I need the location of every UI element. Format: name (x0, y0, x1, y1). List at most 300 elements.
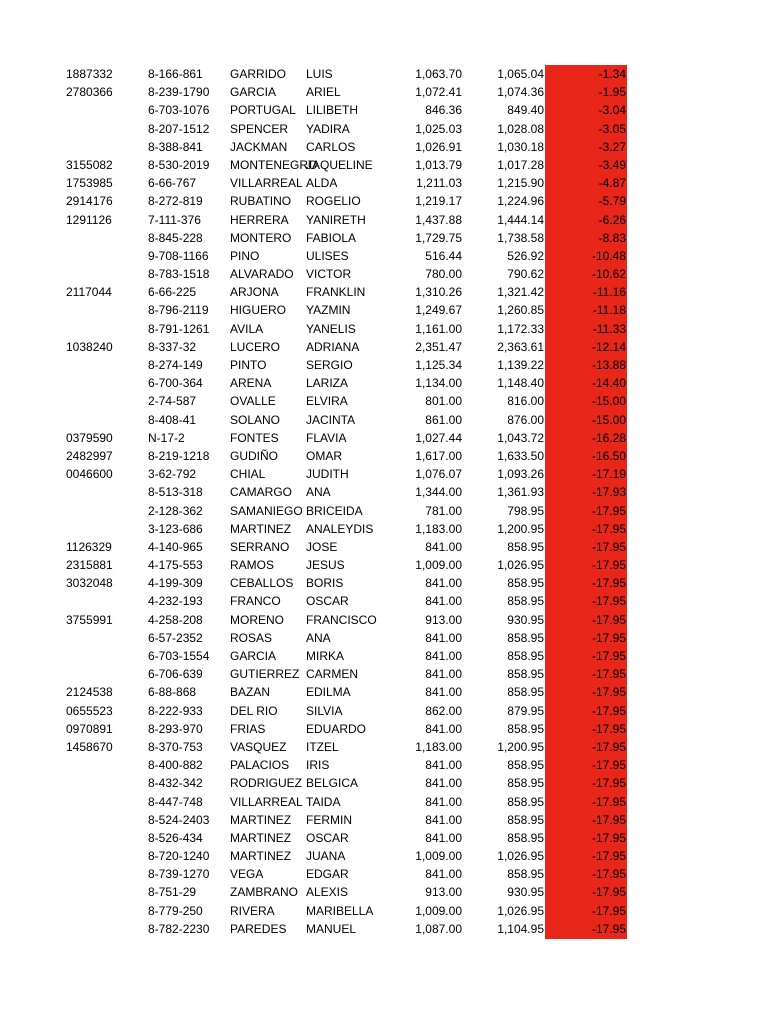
difference-cell[interactable]: -16.50 (591, 448, 626, 463)
first-name-cell[interactable]: MIRKA (306, 649, 345, 663)
cedula-cell[interactable]: 8-293-970 (148, 721, 203, 736)
cedula-cell[interactable]: 6-88-868 (148, 685, 197, 700)
last-name-cell[interactable]: PAREDES (230, 921, 287, 936)
difference-cell[interactable]: -8.83 (598, 230, 626, 245)
difference-cell[interactable]: -6.26 (598, 212, 626, 227)
amount-b-cell[interactable]: 858.95 (507, 867, 544, 882)
last-name-cell[interactable]: GARCIA (230, 85, 277, 100)
amount-a-cell[interactable]: 1,009.00 (415, 558, 462, 573)
amount-a-cell[interactable]: 1,025.03 (415, 121, 462, 136)
amount-b-cell[interactable]: 1,030.18 (497, 139, 544, 154)
difference-cell[interactable]: -17.95 (591, 649, 626, 663)
difference-cell[interactable]: -17.95 (591, 776, 626, 791)
difference-cell[interactable]: -11.33 (592, 321, 626, 336)
difference-cell[interactable]: -17.95 (591, 703, 626, 718)
first-name-cell[interactable]: CARMEN (306, 667, 359, 682)
first-name-cell[interactable]: VICTOR (306, 267, 352, 282)
difference-cell[interactable]: -17.95 (591, 903, 626, 918)
amount-b-cell[interactable]: 1,148.40 (497, 376, 544, 391)
last-name-cell[interactable]: PINO (230, 248, 260, 263)
difference-cell[interactable]: -17.95 (591, 630, 626, 645)
first-name-cell[interactable]: ANA (306, 630, 331, 645)
first-name-cell[interactable]: FABIOLA (306, 230, 357, 245)
difference-cell[interactable]: -17.95 (591, 830, 626, 845)
difference-cell[interactable]: -17.95 (591, 721, 626, 736)
amount-a-cell[interactable]: 2,351.47 (415, 339, 462, 354)
cedula-cell[interactable]: 8-791-1261 (148, 321, 210, 336)
first-name-cell[interactable]: ANALEYDIS (306, 521, 374, 536)
first-name-cell[interactable]: FLAVIA (306, 430, 347, 445)
amount-b-cell[interactable]: 1,224.96 (497, 194, 544, 209)
amount-b-cell[interactable]: 930.95 (507, 612, 544, 627)
amount-a-cell[interactable]: 1,310.26 (415, 285, 462, 300)
difference-cell[interactable]: -17.19 (591, 467, 626, 482)
first-name-cell[interactable]: MARIBELLA (306, 903, 374, 918)
first-name-cell[interactable]: BORIS (306, 576, 344, 591)
first-name-cell[interactable]: ROGELIO (306, 194, 361, 209)
last-name-cell[interactable]: GUTIERREZ (230, 667, 300, 682)
last-name-cell[interactable]: PALACIOS (230, 758, 290, 773)
difference-cell[interactable]: -13.88 (591, 358, 626, 372)
amount-b-cell[interactable]: 1,321.42 (497, 285, 544, 300)
difference-cell[interactable]: -17.95 (591, 521, 626, 536)
amount-a-cell[interactable]: 1,183.00 (415, 739, 462, 754)
first-name-cell[interactable]: TAIDA (306, 794, 341, 809)
first-name-cell[interactable]: FRANCISCO (306, 612, 377, 627)
amount-a-cell[interactable]: 841.00 (425, 576, 462, 591)
difference-cell[interactable]: -11.18 (592, 303, 626, 318)
cedula-cell[interactable]: 6-66-767 (148, 176, 197, 191)
amount-b-cell[interactable]: 1,738.58 (497, 230, 544, 245)
last-name-cell[interactable]: SOLANO (230, 412, 281, 427)
employee-id-cell[interactable]: 0655523 (66, 703, 113, 718)
last-name-cell[interactable]: JACKMAN (230, 139, 288, 154)
cedula-cell[interactable]: 8-845-228 (148, 230, 203, 245)
amount-b-cell[interactable]: 526.92 (507, 248, 544, 263)
difference-cell[interactable]: -3.49 (598, 157, 626, 172)
difference-cell[interactable]: -1.95 (598, 85, 626, 100)
cedula-cell[interactable]: 8-207-1512 (148, 121, 210, 136)
difference-cell[interactable]: -17.95 (591, 758, 626, 773)
amount-a-cell[interactable]: 841.00 (425, 758, 462, 773)
cedula-cell[interactable]: 8-337-32 (148, 339, 197, 354)
first-name-cell[interactable]: YANELIS (306, 321, 356, 336)
amount-a-cell[interactable]: 841.00 (425, 776, 462, 791)
cedula-cell[interactable]: 8-526-434 (148, 830, 203, 845)
first-name-cell[interactable]: IRIS (306, 758, 330, 773)
employee-id-cell[interactable]: 2482997 (66, 448, 113, 463)
last-name-cell[interactable]: CAMARGO (230, 485, 293, 500)
amount-a-cell[interactable]: 801.00 (425, 394, 462, 409)
amount-b-cell[interactable]: 1,026.95 (497, 903, 544, 918)
amount-b-cell[interactable]: 1,139.22 (497, 358, 544, 372)
last-name-cell[interactable]: GUDIÑO (230, 448, 278, 463)
difference-cell[interactable]: -17.95 (591, 812, 626, 827)
cedula-cell[interactable]: 4-140-965 (148, 539, 203, 554)
employee-id-cell[interactable]: 1291126 (66, 212, 112, 227)
first-name-cell[interactable]: ARIEL (306, 85, 341, 100)
amount-a-cell[interactable]: 1,161.00 (415, 321, 462, 336)
difference-cell[interactable]: -10.48 (591, 248, 626, 263)
amount-b-cell[interactable]: 858.95 (507, 758, 544, 773)
first-name-cell[interactable]: OSCAR (306, 830, 349, 845)
cedula-cell[interactable]: 8-222-933 (148, 703, 203, 718)
amount-b-cell[interactable]: 1,093.26 (497, 467, 544, 482)
last-name-cell[interactable]: VEGA (230, 867, 264, 882)
last-name-cell[interactable]: MORENO (230, 612, 284, 627)
employee-id-cell[interactable]: 1753985 (66, 176, 113, 191)
first-name-cell[interactable]: LUIS (306, 67, 333, 81)
amount-b-cell[interactable]: 1,104.95 (497, 921, 544, 936)
amount-b-cell[interactable]: 858.95 (507, 794, 544, 809)
cedula-cell[interactable]: 8-720-1240 (148, 849, 210, 864)
difference-cell[interactable]: -17.95 (591, 885, 626, 900)
difference-cell[interactable]: -17.95 (591, 594, 626, 609)
amount-a-cell[interactable]: 913.00 (425, 885, 462, 900)
cedula-cell[interactable]: 8-782-2230 (148, 921, 210, 936)
difference-cell[interactable]: -15.00 (591, 412, 626, 427)
first-name-cell[interactable]: YANIRETH (306, 212, 366, 227)
difference-cell[interactable]: -15.00 (591, 394, 626, 409)
last-name-cell[interactable]: HERRERA (230, 212, 289, 227)
employee-id-cell[interactable]: 3032048 (66, 576, 113, 591)
first-name-cell[interactable]: ELVIRA (306, 394, 348, 409)
first-name-cell[interactable]: OMAR (306, 448, 342, 463)
amount-b-cell[interactable]: 2,363.61 (497, 339, 544, 354)
cedula-cell[interactable]: 6-66-225 (148, 285, 197, 300)
difference-cell[interactable]: -4.87 (598, 176, 626, 191)
cedula-cell[interactable]: 6-700-364 (148, 376, 203, 391)
cedula-cell[interactable]: 8-239-1790 (148, 85, 210, 100)
first-name-cell[interactable]: FRANKLIN (306, 285, 366, 300)
amount-a-cell[interactable]: 846.36 (425, 103, 462, 118)
difference-cell[interactable]: -17.95 (591, 794, 626, 809)
cedula-cell[interactable]: 8-272-819 (148, 194, 203, 209)
amount-b-cell[interactable]: 858.95 (507, 830, 544, 845)
amount-b-cell[interactable]: 1,026.95 (497, 558, 544, 573)
cedula-cell[interactable]: N-17-2 (148, 430, 185, 445)
difference-cell[interactable]: -17.95 (591, 576, 626, 591)
difference-cell[interactable]: -17.95 (591, 558, 626, 573)
cedula-cell[interactable]: 4-175-553 (148, 558, 203, 573)
amount-a-cell[interactable]: 1,013.79 (415, 157, 462, 172)
cedula-cell[interactable]: 8-751-29 (148, 885, 197, 900)
difference-cell[interactable]: -17.95 (591, 921, 626, 936)
amount-a-cell[interactable]: 1,026.91 (415, 139, 462, 154)
employee-id-cell[interactable]: 3755991 (66, 612, 113, 627)
amount-a-cell[interactable]: 1,729.75 (415, 230, 462, 245)
last-name-cell[interactable]: MARTINEZ (230, 830, 292, 845)
cedula-cell[interactable]: 4-258-208 (148, 612, 203, 627)
last-name-cell[interactable]: PINTO (230, 358, 267, 372)
first-name-cell[interactable]: JOSE (306, 539, 338, 554)
first-name-cell[interactable]: EDUARDO (306, 721, 367, 736)
cedula-cell[interactable]: 8-447-748 (148, 794, 203, 809)
amount-a-cell[interactable]: 861.00 (425, 412, 462, 427)
last-name-cell[interactable]: MONTENEGRO (230, 157, 318, 172)
last-name-cell[interactable]: HIGUERO (230, 303, 287, 318)
amount-b-cell[interactable]: 849.40 (507, 103, 544, 118)
amount-a-cell[interactable]: 841.00 (425, 794, 462, 809)
difference-cell[interactable]: -17.95 (591, 612, 626, 627)
amount-b-cell[interactable]: 1,026.95 (497, 849, 544, 864)
cedula-cell[interactable]: 8-796-2119 (148, 303, 209, 318)
first-name-cell[interactable]: OSCAR (306, 594, 349, 609)
first-name-cell[interactable]: ALDA (306, 176, 338, 191)
cedula-cell[interactable]: 8-166-861 (148, 67, 203, 81)
amount-b-cell[interactable]: 858.95 (507, 812, 544, 827)
amount-a-cell[interactable]: 1,087.00 (415, 921, 462, 936)
amount-a-cell[interactable]: 1,072.41 (415, 85, 462, 100)
amount-a-cell[interactable]: 841.00 (425, 594, 462, 609)
cedula-cell[interactable]: 4-232-193 (148, 594, 203, 609)
amount-b-cell[interactable]: 1,260.85 (497, 303, 544, 318)
first-name-cell[interactable]: EDILMA (306, 685, 351, 700)
first-name-cell[interactable]: BRICEIDA (306, 503, 363, 518)
amount-b-cell[interactable]: 816.00 (507, 394, 544, 409)
first-name-cell[interactable]: YADIRA (306, 121, 350, 136)
employee-id-cell[interactable]: 2914176 (66, 194, 113, 209)
amount-a-cell[interactable]: 1,344.00 (415, 485, 462, 500)
amount-b-cell[interactable]: 858.95 (507, 721, 544, 736)
first-name-cell[interactable]: ANA (306, 485, 331, 500)
first-name-cell[interactable]: BELGICA (306, 776, 359, 791)
amount-a-cell[interactable]: 1,437.88 (415, 212, 462, 227)
cedula-cell[interactable]: 6-706-639 (148, 667, 203, 682)
cedula-cell[interactable]: 9-708-1166 (148, 248, 209, 263)
difference-cell[interactable]: -1.34 (598, 67, 626, 81)
cedula-cell[interactable]: 6-57-2352 (148, 630, 203, 645)
employee-id-cell[interactable]: 1126329 (66, 539, 112, 554)
amount-a-cell[interactable]: 1,249.67 (415, 303, 462, 318)
last-name-cell[interactable]: GARCIA (230, 649, 277, 663)
employee-id-cell[interactable]: 2780366 (66, 85, 113, 100)
amount-b-cell[interactable]: 858.95 (507, 630, 544, 645)
last-name-cell[interactable]: MARTINEZ (230, 849, 292, 864)
amount-b-cell[interactable]: 858.95 (507, 539, 544, 554)
difference-cell[interactable]: -5.79 (598, 194, 626, 209)
first-name-cell[interactable]: ADRIANA (306, 339, 360, 354)
cedula-cell[interactable]: 8-783-1518 (148, 267, 210, 282)
amount-a-cell[interactable]: 913.00 (425, 612, 462, 627)
first-name-cell[interactable]: SILVIA (306, 703, 343, 718)
last-name-cell[interactable]: RAMOS (230, 558, 275, 573)
last-name-cell[interactable]: MONTERO (230, 230, 292, 245)
amount-b-cell[interactable]: 790.62 (507, 267, 544, 282)
last-name-cell[interactable]: SPENCER (230, 121, 289, 136)
last-name-cell[interactable]: LUCERO (230, 339, 281, 354)
employee-id-cell[interactable]: 0379590 (66, 430, 113, 445)
amount-b-cell[interactable]: 1,215.90 (497, 176, 544, 191)
cedula-cell[interactable]: 8-370-753 (148, 739, 203, 754)
first-name-cell[interactable]: MANUEL (306, 921, 357, 936)
amount-a-cell[interactable]: 841.00 (425, 667, 462, 682)
difference-cell[interactable]: -3.05 (598, 121, 626, 136)
amount-a-cell[interactable]: 1,009.00 (415, 849, 462, 864)
last-name-cell[interactable]: ALVARADO (230, 267, 294, 282)
cedula-cell[interactable]: 8-779-250 (148, 903, 203, 918)
first-name-cell[interactable]: ALEXIS (306, 885, 349, 900)
last-name-cell[interactable]: FONTES (230, 430, 279, 445)
difference-cell[interactable]: -17.95 (591, 849, 626, 864)
cedula-cell[interactable]: 8-513-318 (148, 485, 203, 500)
difference-cell[interactable]: -17.95 (591, 685, 626, 700)
first-name-cell[interactable]: JACINTA (306, 412, 356, 427)
amount-a-cell[interactable]: 841.00 (425, 649, 462, 663)
difference-cell[interactable]: -17.95 (591, 867, 626, 882)
last-name-cell[interactable]: ARJONA (230, 285, 279, 300)
difference-cell[interactable]: -17.95 (591, 739, 626, 754)
amount-b-cell[interactable]: 858.95 (507, 576, 544, 591)
first-name-cell[interactable]: FERMIN (306, 812, 352, 827)
first-name-cell[interactable]: LARIZA (306, 376, 349, 391)
last-name-cell[interactable]: VILLARREAL (230, 794, 303, 809)
difference-cell[interactable]: -14.40 (591, 376, 626, 391)
amount-b-cell[interactable]: 858.95 (507, 667, 544, 682)
amount-a-cell[interactable]: 1,009.00 (415, 903, 462, 918)
cedula-cell[interactable]: 8-739-1270 (148, 867, 210, 882)
last-name-cell[interactable]: OVALLE (230, 394, 276, 409)
last-name-cell[interactable]: ROSAS (230, 630, 273, 645)
last-name-cell[interactable]: VASQUEZ (230, 739, 287, 754)
amount-a-cell[interactable]: 516.44 (425, 248, 462, 263)
last-name-cell[interactable]: GARRIDO (230, 67, 287, 81)
cedula-cell[interactable]: 2-128-362 (148, 503, 203, 518)
amount-a-cell[interactable]: 841.00 (425, 721, 462, 736)
first-name-cell[interactable]: JESUS (306, 558, 345, 573)
difference-cell[interactable]: -17.95 (591, 503, 626, 518)
difference-cell[interactable]: -17.95 (591, 539, 626, 554)
amount-b-cell[interactable]: 858.95 (507, 776, 544, 791)
amount-b-cell[interactable]: 1,028.08 (497, 121, 544, 136)
difference-cell[interactable]: -12.14 (591, 339, 626, 354)
cedula-cell[interactable]: 3-62-792 (148, 467, 197, 482)
first-name-cell[interactable]: YAZMIN (306, 303, 351, 318)
amount-a-cell[interactable]: 1,063.70 (415, 67, 462, 81)
amount-b-cell[interactable]: 1,172.33 (497, 321, 544, 336)
difference-cell[interactable]: -11.16 (592, 285, 626, 300)
amount-a-cell[interactable]: 780.00 (425, 267, 462, 282)
amount-a-cell[interactable]: 1,183.00 (415, 521, 462, 536)
amount-b-cell[interactable]: 858.95 (507, 649, 544, 663)
first-name-cell[interactable]: SERGIO (306, 358, 353, 372)
employee-id-cell[interactable]: 1887332 (66, 67, 113, 81)
last-name-cell[interactable]: ARENA (230, 376, 272, 391)
amount-b-cell[interactable]: 1,444.14 (497, 212, 544, 227)
last-name-cell[interactable]: MARTINEZ (230, 812, 292, 827)
last-name-cell[interactable]: FRIAS (230, 721, 266, 736)
last-name-cell[interactable]: RODRIGUEZ (230, 776, 302, 791)
difference-cell[interactable]: -3.27 (598, 139, 626, 154)
amount-b-cell[interactable]: 1,043.72 (497, 430, 544, 445)
first-name-cell[interactable]: CARLOS (306, 139, 356, 154)
first-name-cell[interactable]: LILIBETH (306, 103, 359, 118)
cedula-cell[interactable]: 4-199-309 (148, 576, 203, 591)
last-name-cell[interactable]: VILLARREAL (230, 176, 303, 191)
last-name-cell[interactable]: MARTINEZ (230, 521, 292, 536)
amount-a-cell[interactable]: 841.00 (425, 812, 462, 827)
first-name-cell[interactable]: JUDITH (306, 467, 349, 482)
cedula-cell[interactable]: 8-530-2019 (148, 157, 210, 172)
amount-b-cell[interactable]: 1,361.93 (497, 485, 544, 500)
difference-cell[interactable]: -17.95 (591, 667, 626, 682)
amount-a-cell[interactable]: 1,617.00 (415, 448, 462, 463)
cedula-cell[interactable]: 3-123-686 (148, 521, 203, 536)
amount-a-cell[interactable]: 862.00 (425, 703, 462, 718)
last-name-cell[interactable]: AVILA (230, 321, 264, 336)
last-name-cell[interactable]: ZAMBRANO (230, 885, 299, 900)
cedula-cell[interactable]: 8-432-342 (148, 776, 203, 791)
cedula-cell[interactable]: 8-388-841 (148, 139, 203, 154)
amount-b-cell[interactable]: 1,633.50 (497, 448, 544, 463)
last-name-cell[interactable]: BAZAN (230, 685, 271, 700)
cedula-cell[interactable]: 8-400-882 (148, 758, 203, 773)
amount-a-cell[interactable]: 841.00 (425, 830, 462, 845)
employee-id-cell[interactable]: 1458670 (66, 739, 113, 754)
amount-a-cell[interactable]: 841.00 (425, 539, 462, 554)
amount-a-cell[interactable]: 1,125.34 (415, 358, 462, 372)
amount-a-cell[interactable]: 1,219.17 (415, 194, 462, 209)
employee-id-cell[interactable]: 2117044 (66, 285, 112, 300)
employee-id-cell[interactable]: 2315881 (66, 558, 113, 573)
amount-a-cell[interactable]: 841.00 (425, 630, 462, 645)
amount-b-cell[interactable]: 1,065.04 (497, 67, 544, 81)
last-name-cell[interactable]: CEBALLOS (230, 576, 294, 591)
amount-a-cell[interactable]: 1,134.00 (415, 376, 462, 391)
amount-a-cell[interactable]: 781.00 (425, 503, 462, 518)
last-name-cell[interactable]: FRANCO (230, 594, 281, 609)
first-name-cell[interactable]: JUANA (306, 849, 346, 864)
cedula-cell[interactable]: 2-74-587 (148, 394, 197, 409)
amount-b-cell[interactable]: 1,200.95 (497, 521, 544, 536)
first-name-cell[interactable]: EDGAR (306, 867, 349, 882)
cedula-cell[interactable]: 7-111-376 (148, 212, 201, 227)
cedula-cell[interactable]: 8-524-2403 (148, 812, 210, 827)
last-name-cell[interactable]: CHIAL (230, 467, 266, 482)
employee-id-cell[interactable]: 0970891 (66, 721, 113, 736)
first-name-cell[interactable]: ITZEL (306, 739, 339, 754)
amount-b-cell[interactable]: 1,200.95 (497, 739, 544, 754)
amount-b-cell[interactable]: 1,074.36 (497, 85, 544, 100)
last-name-cell[interactable]: DEL RIO (230, 703, 278, 718)
first-name-cell[interactable]: JAQUELINE (306, 157, 373, 172)
last-name-cell[interactable]: SAMANIEGO (230, 503, 303, 518)
amount-a-cell[interactable]: 1,211.03 (416, 176, 462, 191)
last-name-cell[interactable]: PORTUGAL (230, 103, 296, 118)
employee-id-cell[interactable]: 1038240 (66, 339, 113, 354)
last-name-cell[interactable]: SERRANO (230, 539, 290, 554)
employee-id-cell[interactable]: 3155082 (66, 157, 113, 172)
amount-a-cell[interactable]: 841.00 (425, 867, 462, 882)
cedula-cell[interactable]: 8-408-41 (148, 412, 197, 427)
difference-cell[interactable]: -3.04 (598, 103, 626, 118)
amount-a-cell[interactable]: 1,076.07 (415, 467, 462, 482)
cedula-cell[interactable]: 8-219-1218 (148, 448, 210, 463)
cedula-cell[interactable]: 8-274-149 (148, 358, 203, 372)
amount-b-cell[interactable]: 1,017.28 (497, 157, 544, 172)
amount-b-cell[interactable]: 876.00 (507, 412, 544, 427)
cedula-cell[interactable]: 6-703-1076 (148, 103, 210, 118)
amount-b-cell[interactable]: 798.95 (507, 503, 544, 518)
amount-b-cell[interactable]: 879.95 (507, 703, 544, 718)
last-name-cell[interactable]: RUBATINO (230, 194, 292, 209)
difference-cell[interactable]: -10.62 (591, 267, 626, 282)
last-name-cell[interactable]: RIVERA (230, 903, 275, 918)
cedula-cell[interactable]: 6-703-1554 (148, 649, 210, 663)
amount-a-cell[interactable]: 841.00 (425, 685, 462, 700)
amount-b-cell[interactable]: 858.95 (507, 594, 544, 609)
first-name-cell[interactable]: ULISES (306, 248, 349, 263)
